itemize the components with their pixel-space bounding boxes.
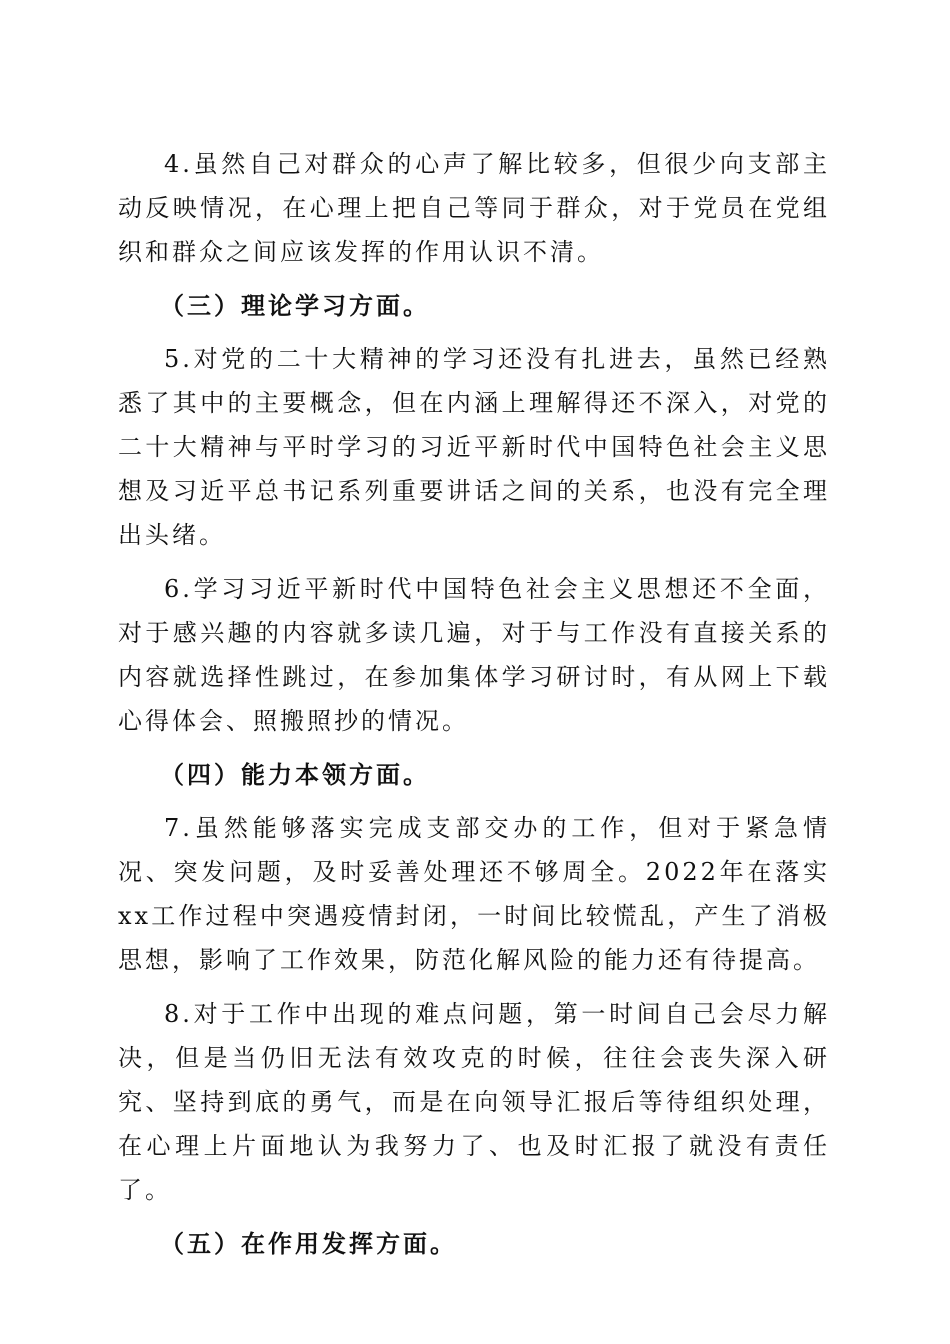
section-heading-ability: （四）能力本领方面。 bbox=[160, 760, 430, 789]
paragraph-5: 5.对党的二十大精神的学习还没有扎进去，虽然已经熟悉了其中的主要概念，但在内涵上理解得还不深入，对党的二十大精神与平时学习的习近平新时代中国特色社会主义思想及习近平总书记系列重要讲话之间的关系，也没有完全理出头绪。 bbox=[118, 345, 830, 549]
section-heading-theory-study: （三）理论学习方面。 bbox=[160, 291, 430, 320]
paragraph-8: 8.对于工作中出现的难点问题，第一时间自己会尽力解决，但是当仍旧无法有效攻克的时候，往往会丧失深入研究、坚持到底的勇气，而是在向领导汇报后等待组织处理，在心理上片面地认为我努力了、也及时汇报了就没有责任了。 bbox=[118, 1000, 830, 1204]
paragraph-7: 7.虽然能够落实完成支部交办的工作，但对于紧急情况、突发问题，及时妥善处理还不够周全。2022年在落实xx工作过程中突遇疫情封闭，一时间比较慌乱，产生了消极思想，影响了工作效果，防范化解风险的能力还有待提高。 bbox=[118, 814, 830, 974]
paragraph-4: 4.虽然自己对群众的心声了解比较多，但很少向支部主动反映情况，在心理上把自己等同于群众，对于党员在党组织和群众之间应该发挥的作用认识不清。 bbox=[118, 150, 830, 266]
paragraph-6: 6.学习习近平新时代中国特色社会主义思想还不全面，对于感兴趣的内容就多读几遍，对于与工作没有直接关系的内容就选择性跳过，在参加集体学习研讨时，有从网上下载心得体会、照搬照抄的情况。 bbox=[118, 575, 830, 735]
document-body bbox=[118, 142, 830, 1266]
section-heading-role: （五）在作用发挥方面。 bbox=[160, 1229, 457, 1258]
